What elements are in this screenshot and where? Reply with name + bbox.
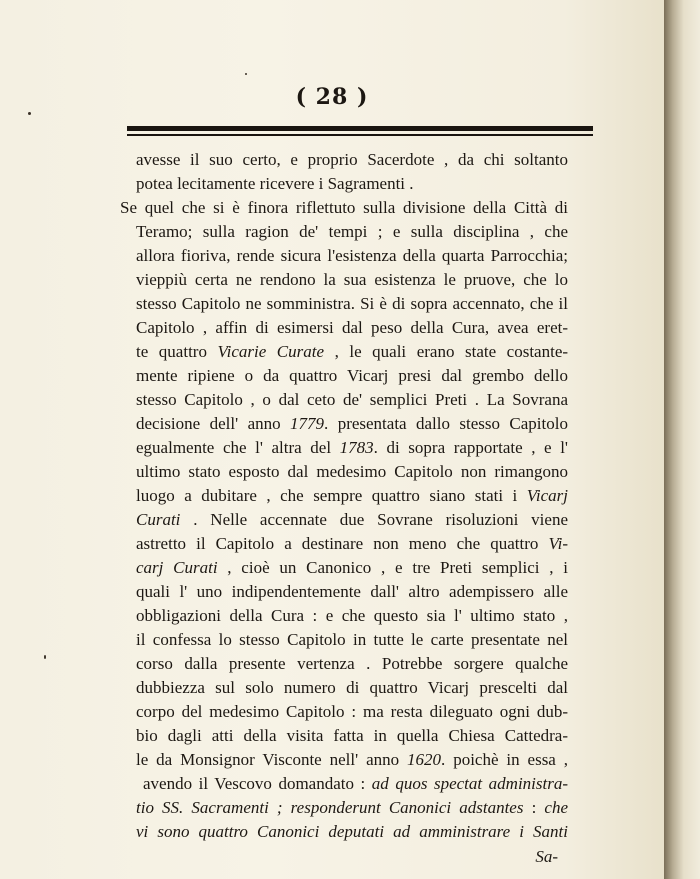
header-rule-thick bbox=[127, 126, 593, 131]
italic-text: Vicarie Curate bbox=[217, 342, 325, 361]
page-number: ( 28 ) bbox=[295, 84, 369, 110]
book-gutter bbox=[664, 0, 700, 879]
text-run: obbligazioni della Cura : e che questo sia l' ultimo stato , bbox=[136, 606, 568, 625]
text-line bbox=[136, 556, 568, 580]
text-run: stesso Capitolo , o dal ceto de' semplici Preti . La Sovrana bbox=[136, 390, 568, 409]
text-run: il confessa lo stesso Capitolo in tutte le carte presentate nel bbox=[136, 630, 568, 649]
text-line bbox=[136, 148, 568, 172]
text-run: , cioè un Canonico , e tre Preti semplici , i bbox=[217, 558, 568, 577]
text-line bbox=[136, 724, 568, 748]
italic-text: 1620 bbox=[407, 750, 442, 769]
text-line bbox=[136, 436, 568, 460]
italic-text: tio SS. Sacramenti ; responderunt Canonici adstantes bbox=[136, 798, 524, 817]
text-run: le da Monsignor Visconte nell' anno bbox=[136, 750, 408, 769]
text-run: , le quali erano state costante- bbox=[324, 342, 569, 361]
catchword: Sa- bbox=[535, 847, 558, 866]
text-line bbox=[136, 316, 568, 340]
text-run: avendo il Vescovo domandato : bbox=[143, 774, 372, 793]
text-line bbox=[136, 220, 568, 244]
paper-speck bbox=[245, 73, 247, 75]
text-line bbox=[136, 820, 568, 844]
text-run: . Nelle accennate due Sovrane risoluzioni viene bbox=[180, 510, 568, 529]
text-line bbox=[136, 676, 568, 700]
text-run: Se quel che si è finora riflettuto sulla divisione della Città di bbox=[120, 198, 568, 217]
header-rule-thin bbox=[127, 134, 593, 136]
italic-text: Curati bbox=[136, 510, 181, 529]
text-run: luogo a dubitare , che sempre quattro siano stati i bbox=[136, 486, 527, 505]
text-run: corso dalla presente vertenza . Potrebbe sorgere qualche bbox=[136, 654, 568, 673]
text-line bbox=[136, 388, 568, 412]
text-run: allora fioriva, rende sicura l'esistenza della quarta Parrocchia; bbox=[136, 246, 568, 265]
italic-text: Vicarj bbox=[526, 486, 568, 505]
text-run: . di sopra rapportate , e l' bbox=[373, 438, 568, 457]
text-line bbox=[136, 292, 568, 316]
text-line bbox=[120, 196, 568, 220]
text-line bbox=[136, 532, 568, 556]
text-line bbox=[136, 460, 568, 484]
text-run: Capitolo , affin di esimersi dal peso della Cura, avea eret- bbox=[136, 318, 568, 337]
italic-text: Vi- bbox=[548, 534, 568, 553]
text-line bbox=[136, 580, 568, 604]
text-run: egualmente che l' altra del bbox=[136, 438, 340, 457]
text-run: dubbiezza sul solo numero di quattro Vicarj prescelti dal bbox=[136, 678, 568, 697]
text-line bbox=[136, 364, 568, 388]
italic-text: carj Curati bbox=[136, 558, 218, 577]
text-line bbox=[136, 484, 568, 508]
italic-text: 1783 bbox=[339, 438, 374, 457]
text-run: vieppiù certa ne rendono la sua esistenza le pruove, che lo bbox=[136, 270, 568, 289]
text-run: . presentata dallo stesso Capitolo bbox=[324, 414, 568, 433]
text-line bbox=[136, 172, 568, 196]
text-run: potea lecitamente ricevere i Sagramenti . bbox=[136, 174, 414, 193]
italic-text: 1779 bbox=[290, 414, 325, 433]
text-run: astretto il Capitolo a destinare non meno che quattro bbox=[136, 534, 549, 553]
text-run: ultimo stato esposto dal medesimo Capitolo non rimangono bbox=[136, 462, 568, 481]
text-line bbox=[136, 628, 568, 652]
text-run: stesso Capitolo ne somministra. Si è di sopra accennato, che il bbox=[136, 294, 568, 313]
text-line bbox=[136, 340, 568, 364]
italic-text: vi sono quattro Canonici deputati ad amministrare i Santi bbox=[136, 822, 568, 841]
text-line bbox=[136, 652, 568, 676]
text-run: mente ripiene o da quattro Vicarj presi dal grembo dello bbox=[136, 366, 568, 385]
text-run: corpo del medesimo Capitolo : ma resta dileguato ogni dub- bbox=[136, 702, 568, 721]
text-line bbox=[136, 508, 568, 532]
text-line bbox=[143, 772, 568, 796]
text-run: : bbox=[523, 798, 545, 817]
paper-speck bbox=[28, 112, 31, 115]
text-run: . poichè in essa , bbox=[441, 750, 569, 769]
text-run: bio dagli atti della visita fatta in quella Chiesa Cattedra- bbox=[136, 726, 568, 745]
text-line bbox=[136, 700, 568, 724]
text-run: quali l' uno indipendentemente dall' altro adempissero alle bbox=[136, 582, 568, 601]
text-run: decisione dell' anno bbox=[136, 414, 291, 433]
text-line bbox=[136, 412, 568, 436]
text-line bbox=[136, 604, 568, 628]
text-line bbox=[136, 268, 568, 292]
text-line bbox=[136, 748, 568, 772]
italic-text: che bbox=[544, 798, 568, 817]
text-line bbox=[136, 796, 568, 820]
italic-text: ad quos spectat administra- bbox=[371, 774, 568, 793]
text-line bbox=[136, 244, 568, 268]
paper-speck bbox=[44, 655, 46, 659]
text-run: avesse il suo certo, e proprio Sacerdote , da chi soltanto bbox=[136, 150, 568, 169]
text-run: Teramo; sulla ragion de' tempi ; e sulla disciplina , che bbox=[136, 222, 568, 241]
text-run: te quattro bbox=[136, 342, 218, 361]
